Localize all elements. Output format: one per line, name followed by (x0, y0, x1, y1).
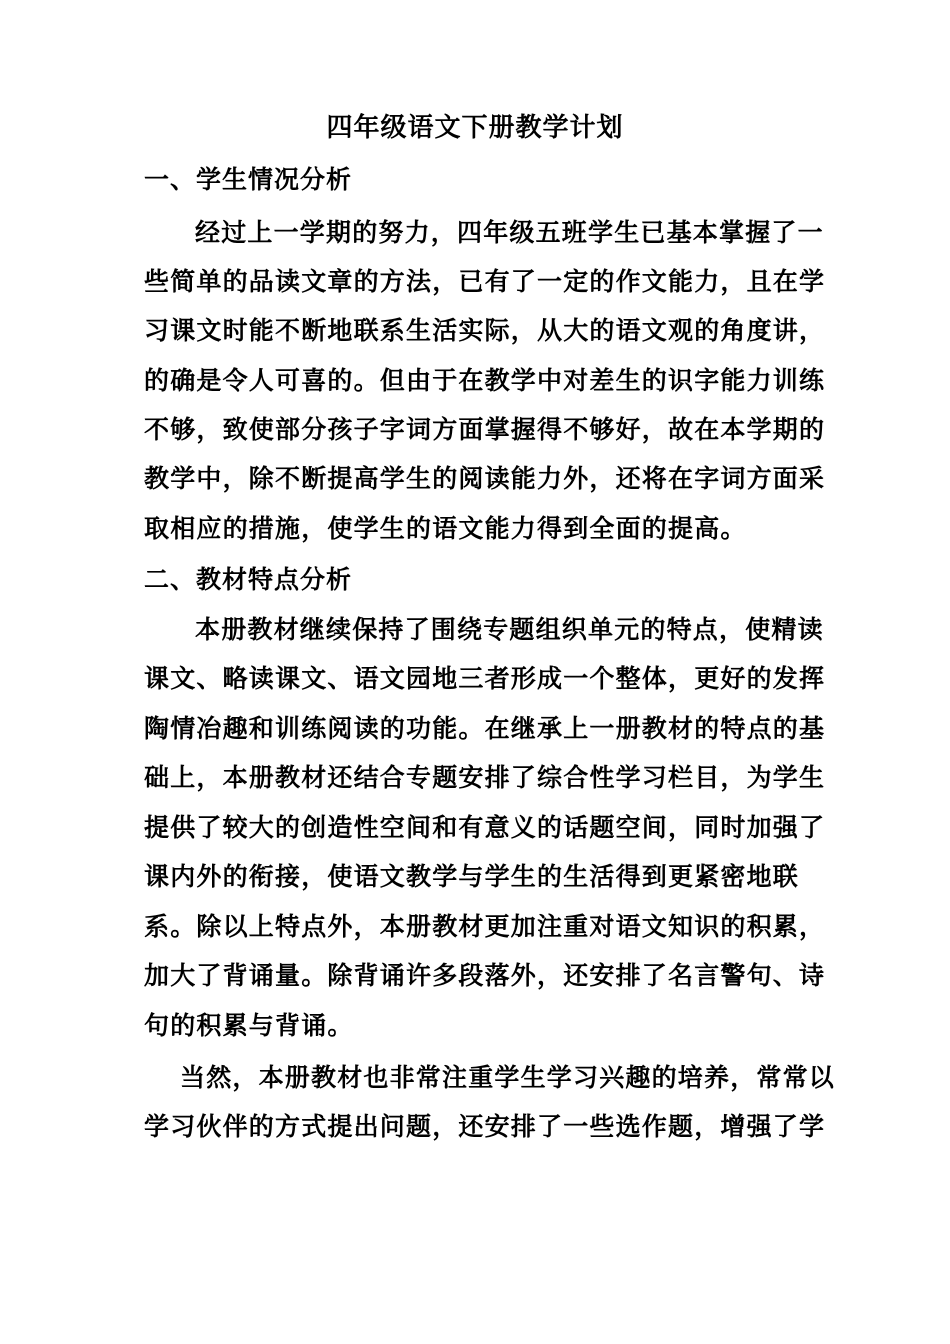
paragraph-line: 的确是令人可喜的。但由于在教学中对差生的识字能力训练 (144, 366, 826, 395)
paragraph-line: 句的积累与背诵。 (144, 1011, 354, 1040)
paragraph-line: 课内外的衔接，使语文教学与学生的生活得到更紧密地联 (144, 862, 800, 891)
paragraph-line: 础上，本册教材还结合专题安排了综合性学习栏目，为学生 (144, 763, 826, 792)
paragraph-line: 不够，致使部分孩子字词方面掌握得不够好，故在本学期的 (144, 415, 826, 444)
paragraph-line: 经过上一学期的努力，四年级五班学生已基本掌握了一 (195, 218, 824, 247)
paragraph-line: 学习伙伴的方式提出问题，还安排了一些选作题，增强了学 (144, 1112, 826, 1141)
paragraph-line: 加大了背诵量。除背诵许多段落外，还安排了名言警句、诗 (144, 961, 826, 990)
document-title: 四年级语文下册教学计划 (326, 113, 624, 143)
paragraph-line: 些简单的品读文章的方法，已有了一定的作文能力，且在学 (144, 267, 826, 296)
paragraph-line: 当然，本册教材也非常注重学生学习兴趣的培养，常常以 (180, 1063, 836, 1092)
section-heading-1: 一、学生情况分析 (144, 165, 353, 194)
section-heading-2: 二、教材特点分析 (144, 565, 353, 594)
paragraph-line: 课文、略读课文、语文园地三者形成一个整体，更好的发挥 (144, 664, 826, 693)
paragraph-line: 系。除以上特点外，本册教材更加注重对语文知识的积累， (144, 912, 826, 941)
paragraph-line: 提供了较大的创造性空间和有意义的话题空间，同时加强了 (144, 813, 826, 842)
paragraph-line: 取相应的措施，使学生的语文能力得到全面的提高。 (144, 514, 747, 543)
paragraph-line: 教学中，除不断提高学生的阅读能力外，还将在字词方面采 (144, 464, 826, 493)
paragraph-line: 陶情冶趣和训练阅读的功能。在继承上一册教材的特点的基 (144, 714, 826, 743)
paragraph-line: 习课文时能不断地联系生活实际，从大的语文观的角度讲， (144, 316, 826, 345)
paragraph-line: 本册教材继续保持了围绕专题组织单元的特点，使精读 (195, 615, 824, 644)
